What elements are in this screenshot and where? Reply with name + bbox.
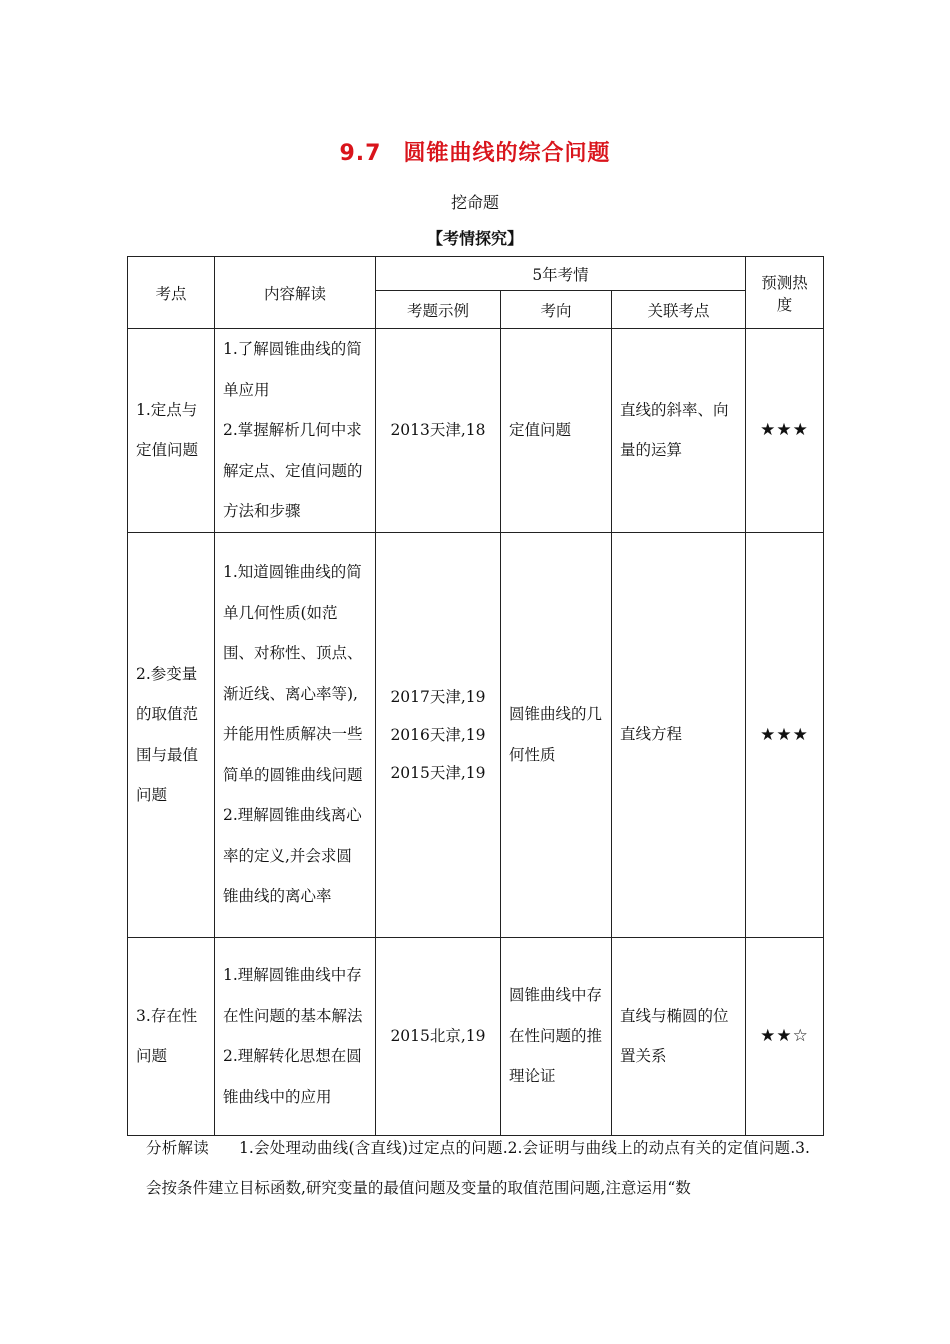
cell-shili: 2015北京,19: [376, 937, 501, 1135]
exam-analysis-table: [127, 256, 824, 1136]
cell-guanlian: 直线的斜率、向量的运算: [612, 329, 746, 533]
cell-guanlian: 直线与椭圆的位置关系: [612, 937, 746, 1135]
header-redu: 预测热度: [746, 257, 824, 329]
section-number: 9.7: [339, 141, 382, 166]
subtitle: 挖命题: [450, 193, 499, 212]
cell-neirong: 1.知道圆锥曲线的简单几何性质(如范围、对称性、顶点、渐近线、离心率等),并能用性质解决一些简单的圆锥曲线问题 2.理解圆锥曲线离心率的定义,并会求圆锥曲线的离心率: [215, 532, 376, 937]
cell-neirong: 1.理解圆锥曲线中存在性问题的基本解法 2.理解转化思想在圆锥曲线中的应用: [215, 937, 376, 1135]
cell-guanlian: 直线方程: [612, 532, 746, 937]
header-kaoxiang: 考向: [501, 291, 612, 329]
heat-stars: ★★☆: [746, 937, 824, 1135]
table-row: [128, 937, 824, 1135]
header-kaodian: 考点: [128, 257, 215, 329]
heat-stars: ★★★: [746, 532, 824, 937]
heat-stars: ★★★: [746, 329, 824, 533]
cell-shili: 2013天津,18: [376, 329, 501, 533]
cell-kaodian: 1.定点与定值问题: [128, 329, 215, 533]
header-neirong: 内容解读: [215, 257, 376, 329]
analysis-label: 分析解读: [146, 1139, 209, 1157]
header-shili: 考题示例: [376, 291, 501, 329]
header-guanlian: 关联考点: [612, 291, 746, 329]
cell-kaodian: 3.存在性问题: [128, 937, 215, 1135]
cell-kaoxiang: 圆锥曲线的几何性质: [501, 532, 612, 937]
analysis-text: 1.会处理动曲线(含直线)过定点的问题.2.会证明与曲线上的动点有关的定值问题.3.会按条件建立目标函数,研究变量的最值问题及变量的取值范围问题,注意运用“数: [146, 1139, 810, 1197]
title-text: 圆锥曲线的综合问题: [403, 141, 611, 166]
cell-neirong: 1.了解圆锥曲线的简单应用 2.掌握解析几何中求解定点、定值问题的方法和步骤: [215, 329, 376, 533]
cell-kaoxiang: 定值问题: [501, 329, 612, 533]
section-heading: 【考情探究】: [426, 229, 523, 248]
table-row: [128, 329, 824, 533]
analysis-paragraph: [146, 1128, 810, 1208]
cell-kaodian: 2.参变量的取值范围与最值问题: [128, 532, 215, 937]
table-row: [128, 532, 824, 937]
header-five-years: 5年考情: [376, 257, 746, 291]
cell-shili: 2017天津,19 2016天津,19 2015天津,19: [376, 532, 501, 937]
page-title: [0, 136, 950, 167]
cell-kaoxiang: 圆锥曲线中存在性问题的推理论证: [501, 937, 612, 1135]
